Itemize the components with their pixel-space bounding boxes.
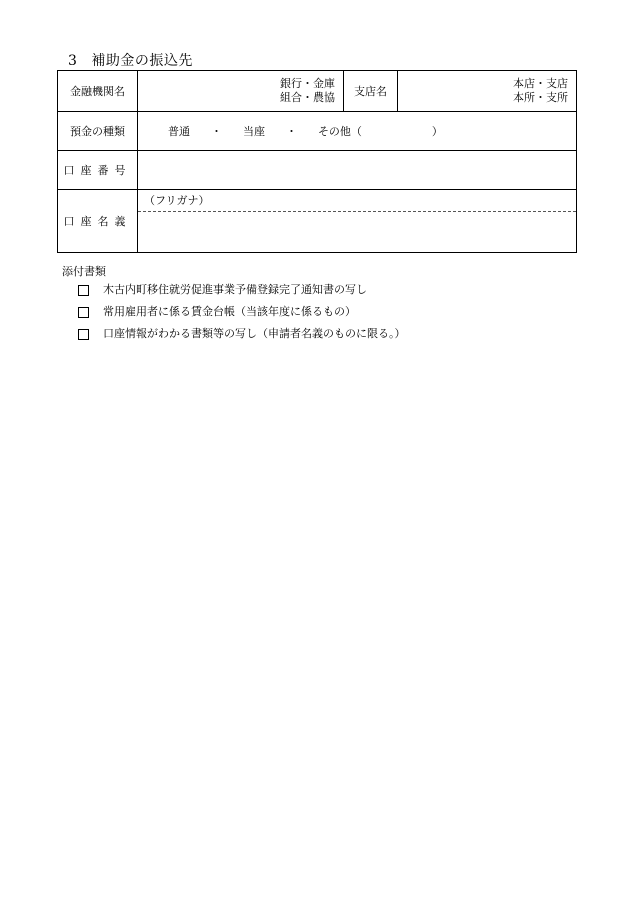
row-account-number	[58, 151, 577, 190]
branch-types-line1: 本店・支店	[513, 77, 568, 90]
separator: ・	[285, 125, 297, 138]
label-branch-name: 支店名	[344, 71, 398, 112]
section-title	[68, 50, 193, 70]
section-number: 3	[68, 53, 78, 69]
row-account-holder	[58, 190, 577, 253]
option-current[interactable]: 当座	[242, 125, 265, 138]
option-other-close: ）	[431, 125, 443, 138]
bank-name-field[interactable]	[138, 71, 344, 112]
row-bank-name	[58, 71, 577, 112]
deposit-type-options[interactable]	[138, 112, 577, 151]
label-account-number: 口座番号	[58, 151, 138, 190]
separator: ・	[210, 125, 222, 138]
bank-transfer-table	[57, 70, 577, 253]
attachment-label: 口座情報がわかる書類等の写し（申請者名義のものに限る。）	[103, 327, 406, 340]
bank-types-line2: 組合・農協	[280, 91, 335, 104]
attachment-label: 常用雇用者に係る賃金台帳（当該年度に係るもの）	[103, 305, 356, 318]
attachment-label: 木古内町移住就労促進事業予備登録完了通知書の写し	[103, 283, 367, 296]
row-deposit-type	[58, 112, 577, 151]
option-ordinary[interactable]: 普通	[168, 125, 190, 138]
attachments-list	[78, 283, 406, 349]
label-deposit-type: 預金の種類	[58, 112, 138, 151]
checkbox-icon[interactable]	[78, 307, 89, 318]
list-item	[78, 327, 406, 349]
list-item	[78, 283, 406, 305]
account-holder-name-input[interactable]	[138, 212, 576, 252]
section-title-text: 補助金の振込先	[91, 53, 193, 69]
checkbox-icon[interactable]	[78, 329, 89, 340]
checkbox-icon[interactable]	[78, 285, 89, 296]
branch-name-field[interactable]	[398, 71, 577, 112]
furigana-label: （フリガナ）	[138, 190, 576, 212]
bank-types-line1: 銀行・金庫	[280, 77, 335, 90]
account-number-field[interactable]	[138, 151, 577, 190]
option-other[interactable]: その他（	[317, 125, 362, 138]
account-holder-field[interactable]	[138, 190, 577, 253]
label-account-holder: 口座名義	[58, 190, 138, 253]
branch-types-line2: 本所・支所	[513, 91, 568, 104]
label-bank-name: 金融機関名	[58, 71, 138, 112]
list-item	[78, 305, 406, 327]
attachments-title: 添付書類	[62, 265, 106, 278]
